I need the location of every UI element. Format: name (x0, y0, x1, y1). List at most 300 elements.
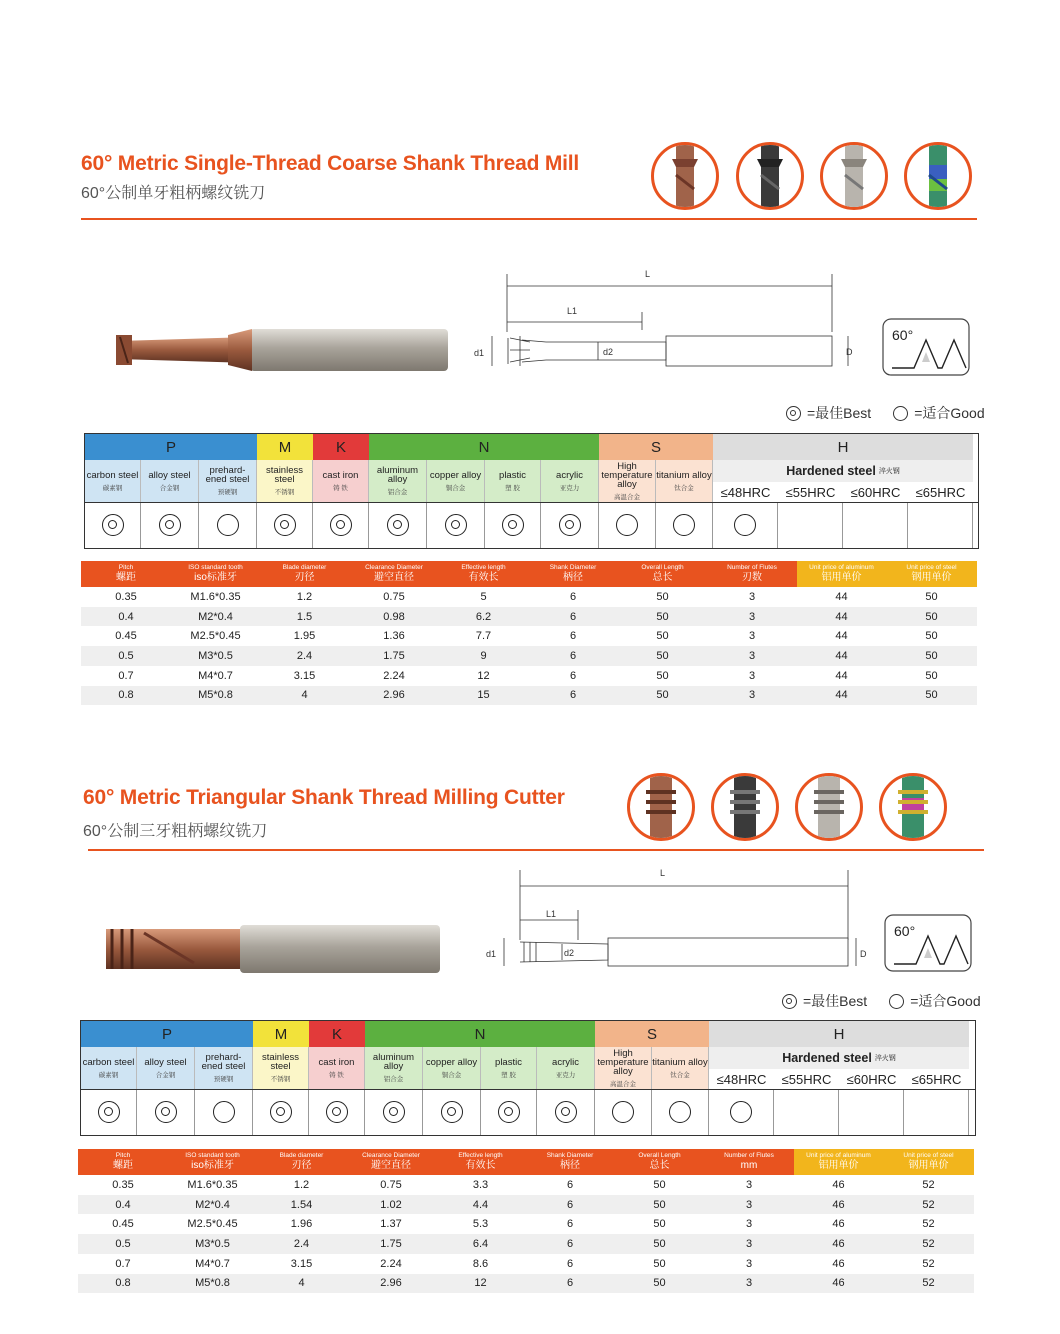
spec-column-header (794, 1149, 883, 1175)
material-name-cn: 不锈钢 (274, 489, 295, 496)
legend-good-label: =适合Good (910, 993, 981, 1009)
material-name-cn: 高温合金 (610, 1080, 636, 1088)
material-name-cn: 钛合金 (670, 1071, 690, 1079)
table-cell: 5.3 (472, 1218, 489, 1231)
table-cell: M5*0.8 (195, 1277, 230, 1290)
good-rating-icon (213, 1101, 235, 1123)
dimension-drawing (480, 864, 870, 974)
rating-cell (595, 1089, 652, 1135)
table-cell: 3 (745, 1257, 753, 1270)
table-cell: M2.5*0.45 (190, 630, 241, 643)
legend-good-label: =适合Good (914, 405, 985, 421)
table-cell: 1.36 (383, 630, 405, 643)
header-en: Overall Length (641, 564, 684, 571)
best-rating-icon (383, 1101, 405, 1123)
legend-best-label: =最佳Best (803, 993, 868, 1009)
header-cn: 有效长 (465, 1160, 496, 1171)
table-cell: 12 (477, 669, 490, 682)
table-cell: 2.24 (383, 669, 405, 682)
table-cell: 3 (748, 669, 756, 682)
table-cell: 52 (922, 1257, 935, 1270)
header-cn: 柄径 (560, 1160, 580, 1171)
table-row (78, 1195, 974, 1215)
hrc-level: ≤55HRC (774, 1069, 839, 1089)
table-cell: 50 (925, 689, 938, 702)
material-name-cn: 塑 胶 (505, 484, 520, 492)
rating-cell (481, 1089, 537, 1135)
material-name: carbon steel (82, 1056, 135, 1068)
table-cell: 46 (832, 1237, 845, 1250)
dim-d2: d2 (564, 948, 575, 958)
title-underline (88, 849, 984, 851)
table-cell: 2.4 (296, 649, 313, 662)
dim-L1: L1 (567, 306, 578, 316)
table-cell: 4 (301, 689, 308, 702)
material-name: cast iron (318, 1056, 355, 1068)
spec-column-header (615, 1149, 704, 1175)
header-en: Pitch (115, 1152, 131, 1159)
material-group-n: N (365, 1021, 595, 1047)
table-cell: 5 (480, 590, 487, 603)
spec-column-header (257, 1149, 346, 1175)
dim-d1: d1 (486, 949, 497, 959)
material-prehard-ened-steel (195, 1047, 253, 1089)
table-cell: 50 (925, 590, 938, 603)
header-en: Effective length (458, 1152, 503, 1159)
specification-table (78, 1149, 974, 1294)
hardened-steel-label-cn: 淬火钢 (874, 1055, 896, 1062)
table-cell: 3 (748, 610, 756, 623)
material-group-m: M (253, 1021, 309, 1047)
table-cell: M3*0.5 (195, 1237, 230, 1250)
table-cell: 15 (477, 689, 490, 702)
material-name-cn: 亚克力 (555, 1071, 576, 1079)
table-cell: 6 (566, 1218, 574, 1231)
table-cell: 1.95 (293, 630, 316, 643)
material-aluminum-alloy (365, 1047, 423, 1089)
table-cell: 44 (835, 610, 848, 623)
header-cn: iso标准牙 (194, 572, 237, 583)
rating-cell (904, 1089, 969, 1135)
dim-L1: L1 (546, 909, 557, 919)
table-cell: 6.4 (472, 1237, 489, 1250)
good-rating-icon (612, 1101, 634, 1123)
table-cell: 44 (835, 630, 848, 643)
table-cell: 52 (922, 1198, 935, 1211)
table-cell: M1.6*0.35 (187, 1178, 238, 1191)
material-plastic (481, 1047, 537, 1089)
header-cn: 刃径 (291, 1160, 312, 1171)
table-cell: 2.96 (380, 1277, 402, 1290)
material-name: cast iron (322, 469, 359, 481)
material-name: aluminum alloy (372, 1052, 415, 1072)
dim-D: D (846, 347, 853, 357)
dim-L: L (645, 269, 651, 279)
table-cell: 46 (832, 1277, 845, 1290)
material-group-s: S (595, 1021, 709, 1047)
material-high-temperature-alloy (595, 1047, 652, 1089)
table-cell: 6 (566, 1178, 574, 1191)
best-rating-icon (270, 1101, 292, 1123)
table-cell: 50 (653, 1237, 666, 1250)
legend-best-label: =最佳Best (807, 405, 872, 421)
table-cell: 46 (832, 1178, 845, 1191)
table-cell: 1.5 (296, 610, 313, 623)
header-cn: 总长 (652, 572, 673, 583)
table-cell: 46 (832, 1218, 845, 1231)
header-cn: 钢用单价 (911, 572, 952, 583)
svg-text:60°: 60° (894, 923, 916, 939)
table-cell: 46 (832, 1198, 845, 1211)
best-rating-icon (326, 1101, 348, 1123)
table-cell: 50 (653, 1178, 666, 1191)
table-cell: 0.5 (115, 1237, 131, 1250)
table-cell: 6 (569, 689, 577, 702)
table-row (78, 1254, 974, 1274)
spec-header-row (78, 1149, 974, 1175)
table-cell: 50 (656, 590, 669, 603)
table-cell: 1.37 (380, 1218, 402, 1231)
header-cn: 刃数 (742, 572, 762, 583)
table-cell: 3.15 (290, 1257, 313, 1270)
table-cell: 6 (566, 1237, 574, 1250)
header-en: Unit price of aluminum (809, 564, 874, 571)
dim-D: D (860, 949, 867, 959)
rating-cell (365, 1089, 423, 1135)
material-carbon-steel (81, 1047, 137, 1089)
table-cell: 3 (745, 1277, 753, 1290)
table-cell: 3 (745, 1218, 753, 1231)
table-cell: M4*0.7 (198, 669, 233, 682)
material-name: High temperature alloy (601, 460, 653, 490)
product-title: 60° Metric Single-Thread Coarse Shank Thread Mill (81, 152, 580, 175)
header-en: Clearance Diameter (362, 1152, 420, 1159)
header-cn: iso标准牙 (191, 1160, 234, 1171)
material-name-cn: 高温合金 (614, 493, 640, 501)
header-en: ISO standard tooth (185, 1152, 240, 1159)
hardened-steel-label: Hardened steel (782, 1051, 872, 1065)
material-name: prehard-ened steel (201, 1052, 246, 1072)
material-name: stainless steel (266, 465, 303, 485)
header-cn: 螺距 (113, 1160, 133, 1171)
table-cell: 0.8 (118, 689, 134, 702)
table-row (78, 1214, 974, 1234)
hrc-level: ≤60HRC (843, 482, 908, 502)
material-name: copper alloy (429, 469, 482, 481)
table-cell: 2.24 (380, 1257, 402, 1270)
rating-cell (309, 1089, 365, 1135)
material-name: acrylic (552, 1056, 579, 1068)
table-cell: 3.3 (472, 1178, 489, 1191)
table-cell: 50 (653, 1218, 666, 1231)
table-cell: 0.45 (112, 1218, 134, 1231)
hrc-level: ≤55HRC (778, 482, 843, 502)
dim-d2: d2 (603, 347, 614, 357)
material-name: titanium alloy (656, 469, 712, 481)
table-cell: 1.2 (296, 590, 313, 603)
material-alloy-steel (137, 1047, 195, 1089)
material-name-cn: 预硬钢 (213, 1076, 234, 1083)
material-name-cn: 预硬钢 (217, 489, 238, 496)
table-cell: 52 (922, 1218, 935, 1231)
coating-rainbow-icon (879, 773, 947, 841)
table-cell: 50 (656, 689, 669, 702)
material-group-h: H (713, 434, 973, 460)
material-name: plastic (495, 1056, 522, 1068)
spec-column-header (168, 1149, 257, 1175)
material-cast-iron (309, 1047, 365, 1089)
table-cell: 0.5 (118, 649, 134, 662)
material-group-m: M (257, 434, 313, 460)
table-cell: 3 (748, 590, 756, 603)
material-group-k: K (313, 434, 369, 460)
header-en: Unit price of steel (903, 1152, 954, 1159)
table-cell: 6 (569, 610, 577, 623)
best-rating-icon (155, 1101, 177, 1123)
divider (81, 1089, 975, 1090)
table-cell: M2*0.4 (198, 610, 233, 623)
table-cell: 6 (566, 1257, 574, 1270)
material-name: acrylic (556, 469, 583, 481)
material-name: alloy steel (144, 1056, 187, 1068)
header-cn: 有效长 (468, 572, 499, 583)
best-rating-icon (441, 1101, 463, 1123)
table-cell: 0.4 (115, 1198, 131, 1211)
material-name-cn: 铸 铁 (329, 1071, 344, 1079)
table-cell: 52 (922, 1178, 935, 1191)
thread-angle-icon (884, 914, 972, 972)
table-cell: 0.7 (118, 669, 134, 682)
good-symbol-icon (889, 994, 904, 1009)
hrc-level: ≤65HRC (908, 482, 973, 502)
dim-L: L (660, 868, 666, 878)
header-en: Shank Diameter (549, 564, 597, 571)
table-cell: M3*0.5 (198, 649, 233, 662)
table-cell: 2.96 (383, 689, 405, 702)
header-en: Unit price of aluminum (806, 1152, 871, 1159)
svg-text:60°: 60° (892, 327, 914, 343)
table-row (78, 1274, 974, 1294)
hrc-level: ≤48HRC (713, 482, 778, 502)
material-name-cn: 碳素钢 (98, 1071, 119, 1079)
material-group-k: K (309, 1021, 365, 1047)
table-cell: 0.75 (383, 590, 405, 603)
spec-column-header (704, 1149, 794, 1175)
coating-bronze-icon (627, 773, 695, 841)
table-cell: 0.35 (115, 590, 137, 603)
table-cell: 44 (835, 689, 848, 702)
dim-d1: d1 (474, 348, 485, 358)
table-cell: M1.6*0.35 (190, 590, 241, 603)
table-cell: 3 (748, 630, 756, 643)
table-cell: 0.7 (115, 1257, 131, 1270)
material-name-cn: 碳素钢 (102, 484, 123, 492)
table-cell: 1.96 (290, 1218, 313, 1231)
table-cell: 6.2 (475, 610, 492, 623)
table-cell: 6 (569, 630, 577, 643)
table-cell: 44 (835, 649, 848, 662)
header-cn: 铝用单价 (818, 1160, 859, 1171)
table-cell: 8.6 (472, 1257, 489, 1270)
table-cell: 50 (925, 610, 938, 623)
table-cell: 1.75 (380, 1237, 402, 1250)
material-name: stainless steel (262, 1052, 299, 1072)
header-cn: 总长 (649, 1160, 670, 1171)
material-acrylic (537, 1047, 595, 1089)
rating-cell (137, 1089, 195, 1135)
header-en: Effective length (461, 564, 506, 571)
good-rating-icon (669, 1101, 691, 1123)
table-cell: 1.54 (290, 1198, 313, 1211)
product-title-cn: 60°公制单牙粗柄螺纹铣刀 (81, 185, 266, 202)
table-cell: 3 (745, 1198, 753, 1211)
header-en: Number of Flutes (727, 564, 777, 571)
header-cn: 避空直径 (371, 1160, 411, 1171)
rating-legend (782, 991, 981, 1011)
material-name-cn: 铸 铁 (333, 484, 348, 492)
spec-column-header (883, 1149, 974, 1175)
spec-column-header (78, 1149, 168, 1175)
table-cell: M2.5*0.45 (187, 1218, 238, 1231)
hardened-steel-label-cn: 淬火钢 (878, 468, 900, 475)
product-title-cn: 60°公制三牙粗柄螺纹铣刀 (83, 823, 268, 840)
spec-column-header (436, 1149, 525, 1175)
material-name-cn: 亚克力 (559, 484, 580, 492)
table-cell: 2.4 (293, 1237, 310, 1250)
material-name: titanium alloy (652, 1056, 708, 1068)
material-name-cn: 合金钢 (159, 484, 180, 492)
header-cn: mm (740, 1160, 758, 1171)
best-rating-icon (98, 1101, 120, 1123)
coating-black-icon (711, 773, 779, 841)
table-cell: 50 (656, 610, 669, 623)
rating-cell (423, 1089, 481, 1135)
rating-cell (839, 1089, 904, 1135)
header-cn: 螺距 (116, 572, 136, 583)
header-en: Blade diameter (282, 564, 327, 571)
table-cell: 0.45 (115, 630, 137, 643)
header-cn: 刃径 (294, 572, 315, 583)
table-cell: M5*0.8 (198, 689, 233, 702)
table-row (78, 1175, 974, 1195)
material-stainless-steel (253, 1047, 309, 1089)
table-cell: 3 (748, 649, 756, 662)
table-cell: 6 (566, 1198, 574, 1211)
material-group-n: N (369, 434, 599, 460)
table-cell: 0.4 (118, 610, 134, 623)
best-symbol-icon (782, 994, 797, 1009)
table-cell: 52 (922, 1237, 935, 1250)
material-name-cn: 合金钢 (155, 1071, 176, 1079)
table-cell: 50 (656, 630, 669, 643)
material-name-cn: 铜合金 (445, 484, 466, 492)
triangular-thread-mill-photo (104, 923, 444, 975)
material-suitability-table (80, 1020, 976, 1136)
header-en: Unit price of steel (906, 564, 957, 571)
table-cell: 50 (656, 669, 669, 682)
hrc-level: ≤60HRC (839, 1069, 904, 1089)
table-cell: 50 (653, 1277, 666, 1290)
header-en: Clearance Diameter (365, 564, 423, 571)
header-cn: 避空直径 (374, 572, 414, 583)
table-cell: 0.98 (383, 610, 405, 623)
table-cell: M4*0.7 (195, 1257, 230, 1270)
table-cell: 50 (925, 630, 938, 643)
rating-cell (652, 1089, 709, 1135)
hardened-steel-header (709, 1047, 969, 1069)
table-cell: 50 (656, 649, 669, 662)
table-cell: 44 (835, 669, 848, 682)
rating-cell (709, 1089, 774, 1135)
table-cell: 6 (569, 669, 577, 682)
material-group-p: P (81, 1021, 253, 1047)
header-en: ISO standard tooth (188, 564, 243, 571)
material-name-cn: 铜合金 (441, 1071, 462, 1079)
material-group-s: S (599, 434, 713, 460)
table-cell: 3 (745, 1237, 753, 1250)
rating-cell (253, 1089, 309, 1135)
table-cell: 50 (653, 1257, 666, 1270)
header-en: Pitch (118, 564, 134, 571)
table-cell: 3 (748, 689, 756, 702)
table-cell: 6 (566, 1277, 574, 1290)
table-cell: 6 (569, 649, 577, 662)
material-group-p: P (85, 434, 257, 460)
header-en: Number of Flutes (724, 1152, 774, 1159)
table-cell: 52 (922, 1277, 935, 1290)
header-en: Shank Diameter (546, 1152, 594, 1159)
material-name: High temperature alloy (597, 1047, 649, 1077)
table-cell: 4 (298, 1277, 305, 1290)
header-en: Overall Length (638, 1152, 681, 1159)
table-cell: 6 (569, 590, 577, 603)
table-cell: 46 (832, 1257, 845, 1270)
rating-cell (195, 1089, 253, 1135)
material-name-cn: 不锈钢 (270, 1076, 291, 1083)
table-row (78, 1234, 974, 1254)
table-cell: 1.75 (383, 649, 405, 662)
material-name: carbon steel (86, 469, 139, 481)
material-name-cn: 钛合金 (674, 484, 694, 492)
table-cell: 0.8 (115, 1277, 131, 1290)
header-cn: 柄径 (563, 572, 583, 583)
table-cell: 1.02 (380, 1198, 402, 1211)
table-cell: 9 (480, 649, 487, 662)
material-name: aluminum alloy (376, 465, 419, 485)
table-cell: 1.2 (293, 1178, 310, 1191)
good-rating-icon (730, 1101, 752, 1123)
table-cell: 3.15 (293, 669, 316, 682)
table-cell: 50 (653, 1198, 666, 1211)
table-cell: 44 (835, 590, 848, 603)
header-cn: 铝用单价 (821, 572, 862, 583)
rating-cell (81, 1089, 137, 1135)
material-name: plastic (499, 469, 526, 481)
best-rating-icon (555, 1101, 577, 1123)
table-cell: 50 (925, 649, 938, 662)
hardened-steel-label: Hardened steel (786, 464, 876, 478)
spec-column-header (346, 1149, 436, 1175)
header-en: Blade diameter (279, 1152, 324, 1159)
hrc-level: ≤65HRC (904, 1069, 969, 1089)
table-cell: 0.75 (380, 1178, 402, 1191)
material-name-cn: 铝合金 (387, 489, 408, 496)
table-cell: M2*0.4 (195, 1198, 230, 1211)
table-cell: 12 (474, 1277, 487, 1290)
rating-cell (774, 1089, 839, 1135)
rating-cell (537, 1089, 595, 1135)
material-titanium-alloy (652, 1047, 709, 1089)
